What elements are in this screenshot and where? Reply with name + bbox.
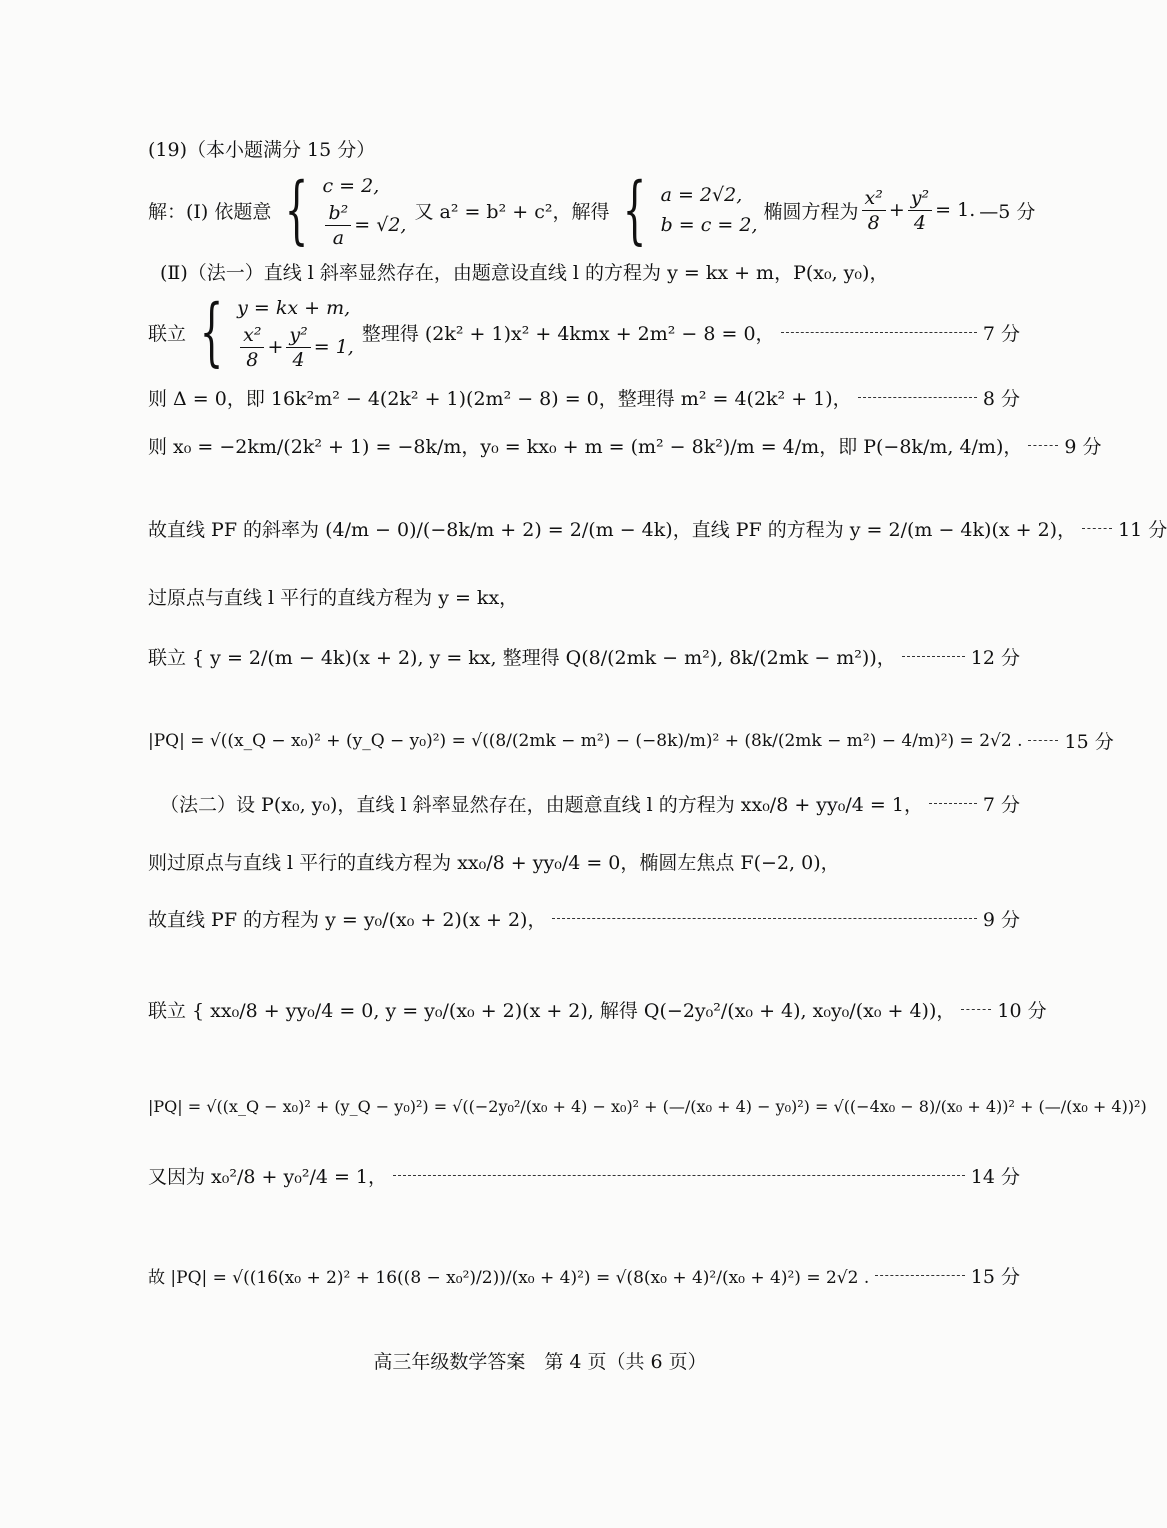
- score-11: 11 分: [1118, 519, 1167, 541]
- method2-line1: （法二）设 P(x₀, y₀)，直线 l 斜率显然存在，由题意直线 l 的方程为 xx₀/8 + yy₀/4 = 1， 7 分: [160, 794, 1020, 816]
- delta-line: 则 Δ = 0，即 16k²m² − 4(2k² + 1)(2m² − 8) = 0，整理得 m² = 4(2k² + 1)， 8 分: [148, 384, 1020, 411]
- score-15: 15 分: [1064, 731, 1114, 753]
- score-7: 7 分: [982, 322, 1020, 345]
- method2-line2: 则过原点与直线 l 平行的直线方程为 xx₀/8 + yy₀/4 = 0，椭圆左焦点 F(−2, 0)，: [148, 852, 840, 874]
- method2-line7: 故 |PQ| = √((16(x₀ + 2)² + 16((8 − x₀²)/2))/(x₀ + 4)²) = √(8(x₀ + 4)²/(x₀ + 4)²) = 2√2 . 15 分: [148, 1266, 1020, 1288]
- score-5: —5 分: [979, 200, 1036, 223]
- q-line: 联立 { y = 2/(m − 4k)(x + 2), y = kx, 整理得 Q(8/(2mk − m²), 8k/(2mk − m²))， 12 分: [148, 643, 1020, 670]
- parallel-line: 过原点与直线 l 平行的直线方程为 y = kx，: [148, 587, 519, 609]
- score-9: 9 分: [1064, 436, 1102, 458]
- score-8: 8 分: [982, 388, 1020, 410]
- x0-line: 则 x₀ = −2km/(2k² + 1) = −8k/m，y₀ = kx₀ + m = (m² − 8k²)/m = 4/m，即 P(−8k/m, 4/m)， 9 分: [148, 432, 1020, 459]
- method2-line6: 又因为 x₀²/8 + y₀²/4 = 1， 14 分: [148, 1166, 1020, 1188]
- score-12: 12 分: [970, 647, 1020, 669]
- part2-system: 联立 { y = kx + m, $\frac{\text{x²}}{8}$ + $\frac{\text{y²}}{4}$ = 1, 整理得 (2k² + 1)x² + 4kmx + 2m² − 8 = 0， 7 分: [148, 289, 1020, 375]
- method2-line5: |PQ| = √((x_Q − x₀)² + (y_Q − y₀)²) = √((−2y₀²/(x₀ + 4) − x₀)² + (—/(x₀ + 4) − y₀)²) = √((−4x₀ − 8)/(x₀ + 4))² + (—/(x₀ + 4))²): [148, 1097, 1147, 1116]
- method2-line4: 联立 { xx₀/8 + yy₀/4 = 0, y = y₀/(x₀ + 2)(x + 2), 解得 Q(−2y₀²/(x₀ + 4), x₀y₀/(x₀ + 4))， 10 分: [148, 1000, 1047, 1022]
- system-2: a = 2√2, b = c = 2,: [660, 184, 758, 236]
- page-footer: 高三年级数学答案 第 4 页（共 6 页）: [373, 1351, 707, 1373]
- pq-line: |PQ| = √((x_Q − x₀)² + (y_Q − y₀)²) = √((8/(2mk − m²) − (−8k)/m)² + (8k/(2mk − m²) − 4/m)²) = 2√2 . 15 分: [148, 727, 1020, 754]
- part2-intro: (Ⅱ)（法一）直线 l 斜率显然存在，由题意设直线 l 的方程为 y = kx + m，P(x₀, y₀)，: [160, 262, 889, 284]
- method2-line3: 故直线 PF 的方程为 y = y₀/(x₀ + 2)(x + 2)， 9 分: [148, 909, 1020, 931]
- part1-line: 解：(Ⅰ) 依题意 { c = 2, $\frac{\text{b²}}{a}$ = √2, 又 a² = b² + c²，解得 { a = 2√2, b = c = 2, 椭圆方程为 $\frac{\text{x²}}{8}$ + $\frac{\text{y²}}{4}$ = 1. —5 分: [148, 167, 1036, 253]
- question-header: (19)（本小题满分 15 分）: [148, 139, 376, 161]
- system-1: c = 2, $\frac{\text{b²}}{a}$ = √2,: [322, 174, 407, 249]
- slope-line: 故直线 PF 的斜率为 (4/m − 0)/(−8k/m + 2) = 2/(m − 4k)，直线 PF 的方程为 y = 2/(m − 4k)(x + 2)， 11 分: [148, 515, 1020, 542]
